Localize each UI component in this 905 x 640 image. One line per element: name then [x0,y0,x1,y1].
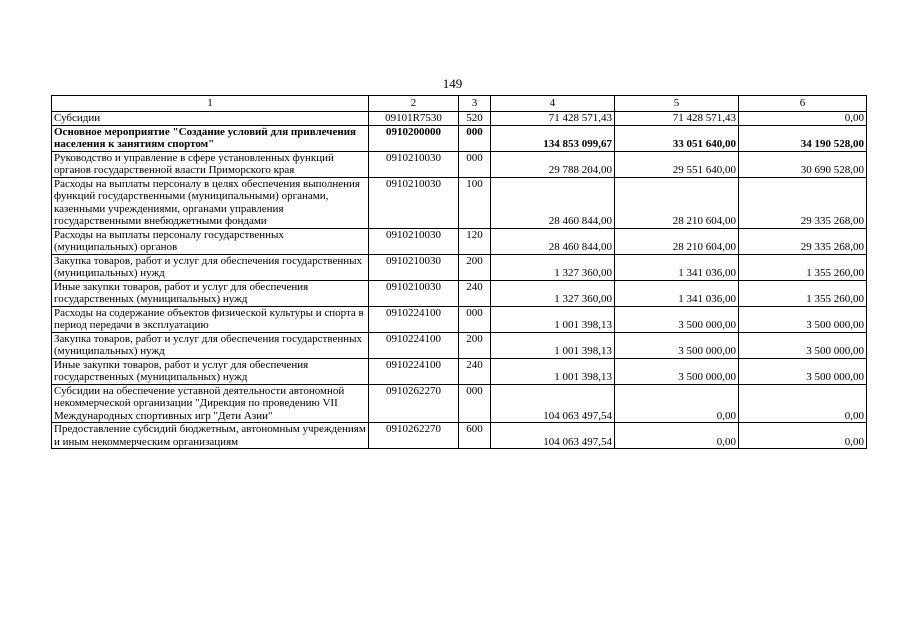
row-expense-type: 240 [459,358,491,384]
table-row [52,228,867,254]
row-amount-col4: 134 853 099,67 [491,125,615,151]
row-expense-type: 100 [459,177,491,228]
row-amount-col5: 28 210 604,00 [615,228,739,254]
row-expense-type: 000 [459,125,491,151]
row-code: 0910224100 [369,332,459,358]
column-number-1: 1 [52,96,369,112]
row-amount-col6: 34 190 528,00 [739,125,867,151]
row-name: Субсидии [52,112,369,126]
row-code: 0910210030 [369,151,459,177]
row-code: 0910262270 [369,384,459,423]
table-row [52,423,867,449]
row-amount-col5: 3 500 000,00 [615,332,739,358]
row-amount-col4: 71 428 571,43 [491,112,615,126]
row-amount-col4: 28 460 844,00 [491,228,615,254]
table-row [52,177,867,228]
row-amount-col5: 0,00 [615,384,739,423]
row-amount-col6: 3 500 000,00 [739,306,867,332]
row-name: Расходы на содержание объектов физической культуры и спорта в период передачи в эксплуатацию [52,306,369,332]
table-row [52,254,867,280]
row-amount-col6: 1 355 260,00 [739,280,867,306]
row-name: Основное мероприятие "Создание условий для привлечения населения к занятиям спортом" [52,125,369,151]
row-amount-col6: 30 690 528,00 [739,151,867,177]
row-code: 0910210030 [369,228,459,254]
row-expense-type: 520 [459,112,491,126]
row-expense-type: 600 [459,423,491,449]
row-amount-col4: 1 001 398,13 [491,332,615,358]
row-expense-type: 000 [459,384,491,423]
row-code: 0910224100 [369,358,459,384]
row-amount-col5: 3 500 000,00 [615,358,739,384]
row-code: 0910200000 [369,125,459,151]
row-amount-col6: 29 335 268,00 [739,228,867,254]
row-amount-col4: 1 001 398,13 [491,306,615,332]
row-expense-type: 120 [459,228,491,254]
row-expense-type: 000 [459,151,491,177]
table-row [52,280,867,306]
row-amount-col5: 29 551 640,00 [615,151,739,177]
row-amount-col5: 71 428 571,43 [615,112,739,126]
row-code: 0910210030 [369,280,459,306]
table-row [52,358,867,384]
row-amount-col6: 0,00 [739,112,867,126]
table-row [52,151,867,177]
row-name: Расходы на выплаты персоналу в целях обеспечения выполнения функций государственными (муниципальными) органами, казенными учреждениями, органами управления государственными внебюджетными фондами [52,177,369,228]
column-number-3: 3 [459,96,491,112]
row-amount-col4: 28 460 844,00 [491,177,615,228]
row-name: Иные закупки товаров, работ и услуг для обеспечения государственных (муниципальных) нужд [52,358,369,384]
row-amount-col5: 28 210 604,00 [615,177,739,228]
column-number-row [52,96,867,112]
row-name: Закупка товаров, работ и услуг для обеспечения государственных (муниципальных) нужд [52,254,369,280]
table-row [52,332,867,358]
budget-table [51,95,867,449]
row-amount-col6: 0,00 [739,384,867,423]
table-row [52,112,867,126]
table-row [52,306,867,332]
row-expense-type: 240 [459,280,491,306]
row-amount-col4: 1 001 398,13 [491,358,615,384]
column-number-6: 6 [739,96,867,112]
column-number-2: 2 [369,96,459,112]
column-number-4: 4 [491,96,615,112]
row-code: 09101R7530 [369,112,459,126]
table-row [52,125,867,151]
row-code: 0910210030 [369,254,459,280]
row-amount-col5: 1 341 036,00 [615,254,739,280]
column-number-5: 5 [615,96,739,112]
row-amount-col4: 1 327 360,00 [491,254,615,280]
row-name: Иные закупки товаров, работ и услуг для обеспечения государственных (муниципальных) нужд [52,280,369,306]
page-number: 149 [442,76,463,91]
row-amount-col6: 1 355 260,00 [739,254,867,280]
table-row [52,384,867,423]
row-name: Субсидии на обеспечение уставной деятельности автономной некоммерческой организации "Дирекция по проведению VII Международных спортивных игр "Дети Азии" [52,384,369,423]
row-amount-col5: 33 051 640,00 [615,125,739,151]
row-amount-col5: 1 341 036,00 [615,280,739,306]
row-amount-col6: 3 500 000,00 [739,332,867,358]
row-amount-col6: 3 500 000,00 [739,358,867,384]
row-expense-type: 200 [459,332,491,358]
row-amount-col6: 0,00 [739,423,867,449]
row-name: Расходы на выплаты персоналу государственных (муниципальных) органов [52,228,369,254]
row-code: 0910224100 [369,306,459,332]
row-code: 0910262270 [369,423,459,449]
row-name: Предоставление субсидий бюджетным, автономным учреждениям и иным некоммерческим организациям [52,423,369,449]
row-amount-col4: 1 327 360,00 [491,280,615,306]
row-amount-col4: 104 063 497,54 [491,423,615,449]
row-amount-col6: 29 335 268,00 [739,177,867,228]
table-body [52,96,867,449]
row-amount-col5: 0,00 [615,423,739,449]
row-expense-type: 000 [459,306,491,332]
row-amount-col4: 104 063 497,54 [491,384,615,423]
row-name: Руководство и управление в сфере установленных функций органов государственной власти Приморского края [52,151,369,177]
row-amount-col5: 3 500 000,00 [615,306,739,332]
row-name: Закупка товаров, работ и услуг для обеспечения государственных (муниципальных) нужд [52,332,369,358]
row-code: 0910210030 [369,177,459,228]
row-amount-col4: 29 788 204,00 [491,151,615,177]
row-expense-type: 200 [459,254,491,280]
